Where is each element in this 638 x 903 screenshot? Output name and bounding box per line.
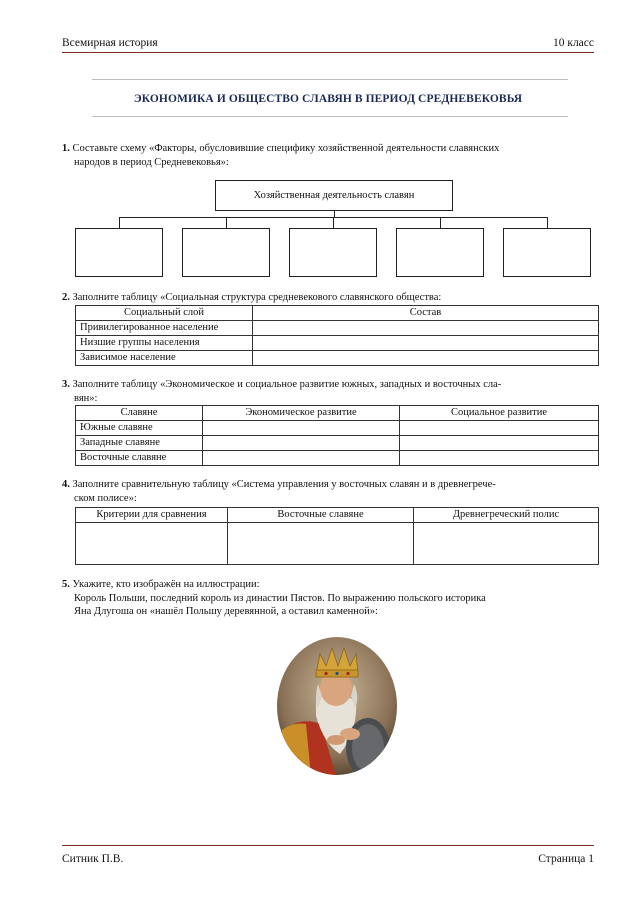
table-row-label: Западные славяне: [76, 436, 203, 451]
table-row: [76, 421, 599, 436]
scheme-factor-box[interactable]: [289, 228, 377, 277]
task2-line1: Заполните таблицу «Социальная структура средневекового славянского общества:: [72, 292, 442, 303]
table-header-cell: Восточные славяне: [228, 508, 414, 523]
table-answer-cell[interactable]: [400, 451, 599, 466]
table-row: [76, 321, 599, 336]
table-answer-cell[interactable]: [253, 351, 599, 366]
table-header-cell: Социальный слой: [76, 306, 253, 321]
table-row-label: Южные славяне: [76, 421, 203, 436]
scheme-connector: [547, 217, 548, 228]
table-header-cell: Социальное развитие: [400, 406, 599, 421]
header-subject: Всемирная история: [62, 37, 158, 49]
table-answer-cell[interactable]: [400, 436, 599, 451]
scheme-connector: [440, 217, 441, 228]
social-structure-table: [75, 305, 599, 366]
table-header-cell: Состав: [253, 306, 599, 321]
task1-text: [62, 142, 602, 169]
task1-number: 1.: [62, 143, 70, 154]
comparison-table: [75, 507, 599, 565]
table-row-label: Зависимое население: [76, 351, 253, 366]
table-row-label: Низшие группы населения: [76, 336, 253, 351]
header-grade: 10 класс: [552, 37, 594, 49]
footer-page-number: Страница 1: [538, 853, 594, 865]
scheme-factor-box[interactable]: [503, 228, 591, 277]
scheme-factor-box[interactable]: [396, 228, 484, 277]
table-row: [76, 436, 599, 451]
task3-text: [62, 378, 602, 405]
task4-line2: ском полисе»:: [74, 492, 137, 504]
table-row: [76, 523, 599, 565]
table-header-row: [76, 406, 599, 421]
table-header-cell: Древнегреческий полис: [414, 508, 599, 523]
table-header-row: [76, 306, 599, 321]
task3-line1: Заполните таблицу «Экономическое и социальное развитие южных, западных и восточных сла-: [72, 379, 502, 390]
table-row-label: Восточные славяне: [76, 451, 203, 466]
task5-line2: Король Польши, последний король из династии Пястов. По выражению польского историка: [74, 592, 486, 604]
table-answer-cell[interactable]: [203, 451, 400, 466]
table-answer-cell[interactable]: [228, 523, 414, 565]
task4-number: 4.: [62, 479, 70, 490]
table-header-cell: Славяне: [76, 406, 203, 421]
table-row: [76, 336, 599, 351]
task2-text: [62, 291, 602, 305]
table-row: [76, 451, 599, 466]
footer-author: Ситник П.В.: [62, 853, 124, 865]
header-rule: [62, 52, 594, 53]
table-row-label: Привилегированное население: [76, 321, 253, 336]
task2-number: 2.: [62, 292, 70, 303]
task5-text: [62, 578, 602, 619]
table-header-row: [76, 508, 599, 523]
footer-rule: [62, 845, 594, 846]
title-rule-bottom: [92, 116, 568, 117]
table-header-cell: Экономическое развитие: [203, 406, 400, 421]
task3-number: 3.: [62, 379, 70, 390]
table-header-cell: Критерии для сравнения: [76, 508, 228, 523]
scheme-root-box[interactable]: Хозяйственная деятельность славян: [215, 180, 453, 211]
table-answer-cell[interactable]: [253, 336, 599, 351]
table-answer-cell[interactable]: [414, 523, 599, 565]
task5-line3: Яна Длугоша он «нашёл Польшу деревянной, а оставил каменной»:: [74, 606, 378, 618]
scheme-connector: [333, 217, 334, 228]
table-answer-cell[interactable]: [253, 321, 599, 336]
task5-line1: Укажите, кто изображён на иллюстрации:: [72, 579, 260, 590]
table-answer-cell[interactable]: [203, 421, 400, 436]
table-answer-cell[interactable]: [76, 523, 228, 565]
table-answer-cell[interactable]: [203, 436, 400, 451]
page-title: ЭКОНОМИКА И ОБЩЕСТВО СЛАВЯН В ПЕРИОД СРЕДНЕВЕКОВЬЯ: [133, 93, 523, 105]
task4-text: [62, 478, 602, 505]
task4-line1: Заполните сравнительную таблицу «Система управления у восточных славян и в древнегрече-: [72, 479, 496, 490]
scheme-factor-box[interactable]: [75, 228, 163, 277]
table-row: [76, 351, 599, 366]
king-portrait-image: [276, 636, 398, 776]
development-table: [75, 405, 599, 466]
task3-line2: вян»:: [74, 392, 98, 404]
scheme-factor-box[interactable]: [182, 228, 270, 277]
task5-number: 5.: [62, 579, 70, 590]
table-answer-cell[interactable]: [400, 421, 599, 436]
scheme-connector: [226, 217, 227, 228]
scheme-connector: [119, 217, 120, 228]
title-rule-top: [92, 79, 568, 80]
task1-line2: народов в период Средневековья»:: [74, 156, 229, 168]
task1-line1: Составьте схему «Факторы, обусловившие специфику хозяйственной деятельности славянских: [72, 143, 500, 154]
